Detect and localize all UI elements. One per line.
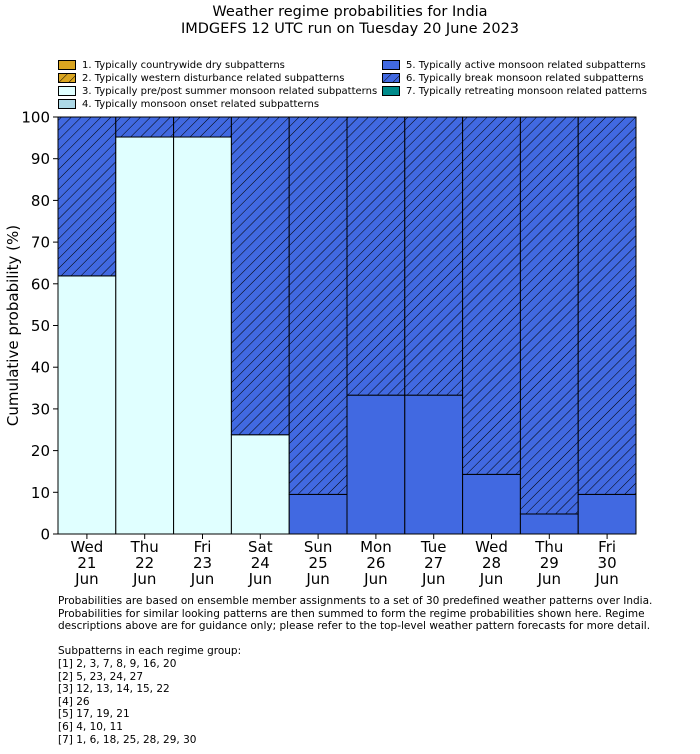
bar-segment-s3-3	[231, 435, 289, 534]
x-tick-label: 29	[539, 554, 559, 572]
x-axis	[71, 534, 619, 588]
x-tick-label: Wed	[475, 538, 508, 556]
x-tick-label: Jun	[75, 570, 99, 588]
x-tick-label: Jun	[248, 570, 273, 588]
y-tick-label: 10	[30, 483, 50, 502]
legend-label-3: 3. Typically pre/post summer monsoon related subpatterns	[82, 86, 378, 97]
y-tick-label: 50	[30, 317, 50, 335]
bar-segment-s3-2	[174, 137, 232, 534]
legend-label-5: 5. Typically active monsoon related subpatterns	[406, 60, 646, 71]
y-tick-label: 100	[21, 108, 50, 127]
x-tick-label: 22	[135, 554, 155, 572]
x-tick-label: Jun	[364, 570, 388, 588]
subpattern-line: [3] 12, 13, 14, 15, 22	[58, 683, 170, 696]
y-tick-label: 40	[30, 358, 50, 377]
bar-segment-s6-0	[58, 117, 116, 276]
bar-segment-s6-9	[578, 117, 636, 494]
bar-segment-s6-7	[463, 117, 521, 474]
bars-group	[58, 117, 636, 534]
x-tick-label: Thu	[535, 538, 564, 556]
x-tick-label: Fri	[193, 538, 212, 556]
subpattern-line: [1] 2, 3, 7, 8, 9, 16, 20	[58, 657, 177, 670]
x-tick-label: 24	[250, 554, 270, 572]
x-tick-label: Mon	[360, 538, 392, 556]
x-tick-label: Jun	[479, 570, 504, 588]
y-tick-label: 0	[40, 525, 50, 544]
bar-segment-s3-0	[58, 276, 116, 534]
x-tick-label: 25	[308, 554, 328, 572]
x-tick-label: Fri	[598, 538, 617, 556]
bar-segment-s6-5	[347, 117, 405, 395]
chart-title: Weather regime probabilities for India	[212, 4, 488, 20]
bar-segment-s6-8	[520, 117, 578, 514]
legend-label-4: 4. Typically monsoon onset related subpatterns	[82, 99, 320, 110]
subpattern-line: [4] 26	[58, 695, 90, 708]
bar-segment-s5-9	[578, 494, 636, 534]
x-tick-label: Sun	[303, 538, 333, 556]
x-tick-label: Tue	[420, 538, 447, 556]
bar-segment-s6-4	[289, 117, 347, 494]
subpattern-line: [2] 5, 23, 24, 27	[58, 670, 143, 683]
bar-segment-s5-4	[289, 494, 347, 534]
y-tick-label: 30	[30, 400, 50, 419]
bar-segment-s3-1	[116, 137, 174, 534]
chart-subtitle: IMDGEFS 12 UTC run on Tuesday 20 June 2023	[180, 21, 520, 37]
subpattern-line: [5] 17, 19, 21	[58, 708, 130, 721]
x-tick-label: 23	[192, 554, 213, 572]
y-tick-label: 20	[30, 442, 50, 461]
y-axis-label: Cumulative probability (%)	[4, 224, 22, 427]
bar-segment-s6-6	[405, 117, 463, 395]
x-tick-label: 28	[481, 554, 502, 572]
bar-segment-s6-1	[116, 117, 174, 137]
legend-label-2: 2. Typically western disturbance related subpatterns	[82, 73, 345, 84]
x-tick-label: 21	[77, 554, 97, 572]
y-axis	[21, 109, 58, 544]
subpattern-line: [6] 4, 10, 11	[58, 720, 123, 733]
bar-segment-s5-6	[405, 395, 463, 534]
y-tick-label: 70	[30, 233, 50, 252]
bar-segment-s5-7	[463, 474, 521, 534]
legend-label-7: 7. Typically retreating monsoon related patterns	[406, 86, 647, 97]
subpattern-line: [7] 1, 6, 18, 25, 28, 29, 30	[58, 733, 197, 746]
x-tick-label: 27	[424, 554, 444, 572]
x-tick-label: Jun	[421, 570, 446, 588]
x-tick-label: Sat	[247, 538, 273, 556]
x-tick-label: Thu	[130, 538, 159, 556]
y-tick-label: 90	[30, 150, 50, 169]
bar-segment-s5-8	[520, 514, 578, 534]
bar-segment-s6-3	[231, 117, 289, 435]
legend-label-6: 6. Typically break monsoon related subpatterns	[406, 73, 644, 84]
y-tick-label: 60	[30, 275, 50, 294]
x-tick-label: Wed	[70, 538, 104, 556]
note-line: Probabilities are based on ensemble member assignments to a set of 30 predefined weather patterns over India.	[58, 595, 653, 607]
x-tick-label: 30	[597, 554, 617, 572]
x-tick-label: Jun	[132, 570, 157, 588]
notes-block	[58, 595, 652, 746]
bar-segment-s5-5	[347, 395, 405, 534]
y-tick-label: 80	[30, 191, 50, 210]
subpatterns-heading: Subpatterns in each regime group:	[58, 645, 242, 658]
x-tick-label: Jun	[537, 570, 562, 588]
x-tick-label: Jun	[306, 570, 330, 588]
bar-segment-s6-2	[174, 117, 232, 137]
x-tick-label: Jun	[190, 570, 215, 588]
x-tick-label: Jun	[595, 570, 619, 588]
note-line: descriptions above are for guidance only; please refer to the top-level weather pattern forecasts for more detail.	[58, 620, 651, 633]
x-tick-label: 26	[366, 554, 386, 572]
note-line: Probabilities for similar looking patterns are then summed to form the regime probabilities shown here. Regime	[58, 607, 645, 620]
legend-label-1: 1. Typically countrywide dry subpatterns	[82, 60, 285, 71]
